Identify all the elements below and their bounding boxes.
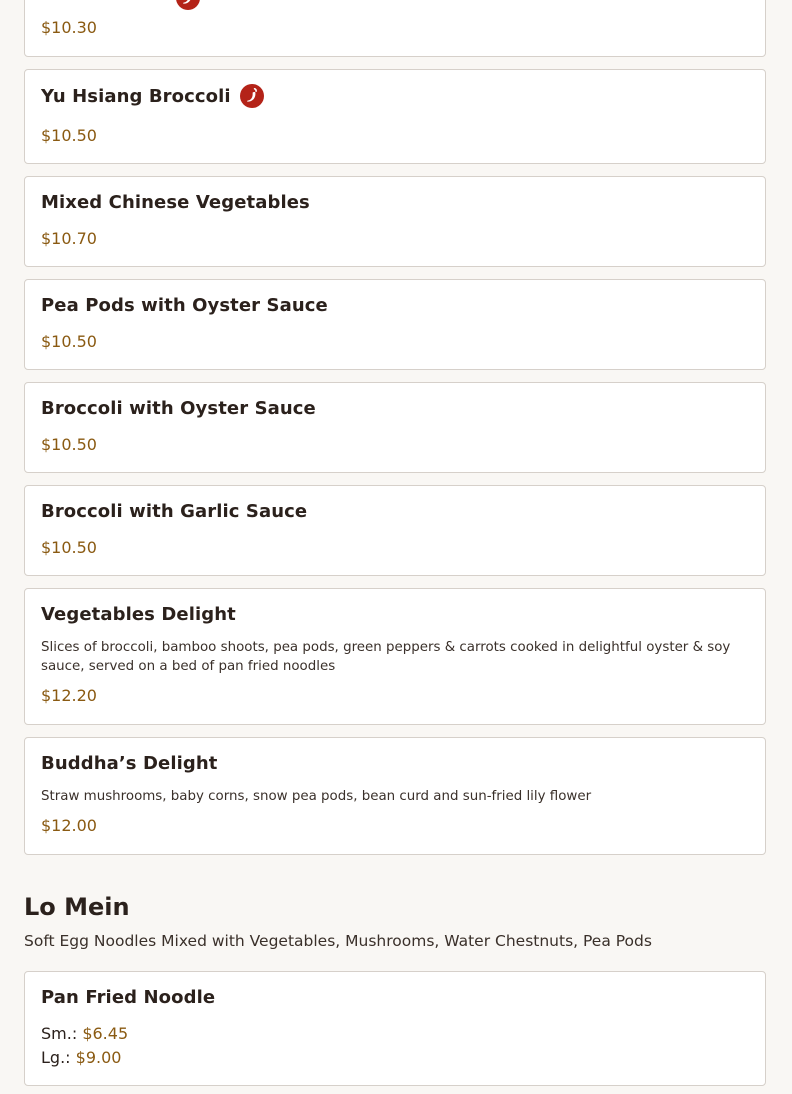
item-title: Mixed Chinese Vegetables — [41, 192, 310, 213]
menu-item-card[interactable] — [24, 176, 766, 267]
item-price-large — [41, 1048, 121, 1067]
item-title: Pan Fried Noodle — [41, 987, 216, 1008]
item-description: Straw mushrooms, baby corns, snow pea pods, bean curd and sun-fried lily flower — [41, 789, 592, 804]
menu-item-card[interactable] — [24, 588, 766, 725]
item-title: Vegetables Delight — [41, 604, 236, 625]
item-description: Slices of broccoli, bamboo shoots, pea pods, green peppers & carrots cooked in delightful oyster & soy sauce, served on a bed of pan fried noodles — [41, 640, 731, 674]
item-price: $10.70 — [41, 229, 97, 248]
menu-item-card[interactable] — [24, 382, 766, 473]
chili-pepper-icon — [176, 0, 200, 10]
item-price: $12.20 — [41, 686, 97, 705]
size-label-large: Lg.: — [41, 1048, 71, 1067]
item-title-row — [41, 84, 264, 108]
chili-pepper-icon — [240, 84, 264, 108]
item-price: $12.00 — [41, 816, 97, 835]
item-title: Pea Pods with Oyster Sauce — [41, 295, 328, 316]
section-title: Lo Mein — [24, 893, 130, 921]
price-small: $6.45 — [82, 1024, 129, 1043]
menu-item-card[interactable] — [24, 485, 766, 576]
section-subtitle: Soft Egg Noodles Mixed with Vegetables, Mushrooms, Water Chestnuts, Pea Pods — [24, 932, 652, 950]
menu-item-card[interactable] — [24, 69, 766, 164]
item-price: $10.50 — [41, 332, 97, 351]
item-title: Buddha’s Delight — [41, 753, 218, 774]
item-price: $10.50 — [41, 538, 97, 557]
menu-item-card[interactable] — [24, 971, 766, 1086]
menu-item-card[interactable] — [24, 279, 766, 370]
item-title: Yu Hsiang Broccoli — [41, 85, 231, 107]
item-price: $10.50 — [41, 435, 97, 454]
menu-item-card[interactable] — [24, 0, 766, 57]
item-price: $10.30 — [41, 18, 97, 37]
item-price: $10.50 — [41, 126, 97, 145]
menu-item-card[interactable] — [24, 737, 766, 855]
item-title: Broccoli with Oyster Sauce — [41, 398, 316, 419]
price-large: $9.00 — [75, 1048, 122, 1067]
item-title: Broccoli with Garlic Sauce — [41, 501, 308, 522]
size-label-small: Sm.: — [41, 1024, 78, 1043]
item-price-small — [41, 1024, 128, 1043]
